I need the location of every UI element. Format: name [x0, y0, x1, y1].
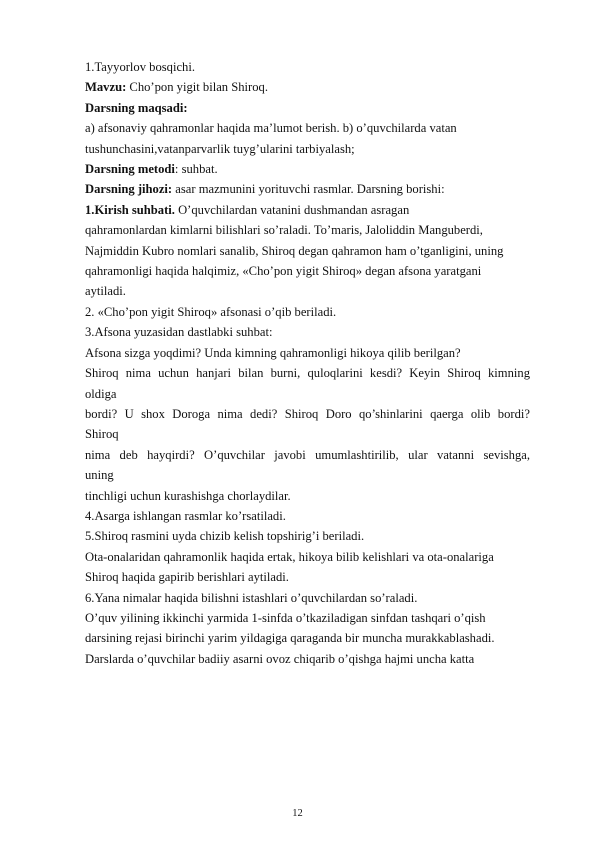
text-line: Shiroq	[85, 427, 119, 442]
topic-text: Cho’pon yigit bilan Shiroq.	[126, 80, 268, 95]
page-number: 12	[292, 808, 303, 819]
goal-label: Darsning maqsadi:	[85, 100, 188, 115]
text-line: 2. «Cho’pon yigit Shiroq» afsonasi o’qib beriladi.	[85, 304, 337, 319]
justified-line: nima deb hayqirdi? O’quvchilar javobi umumlashtirilib, ular vatanni sevishga,	[85, 447, 530, 462]
text-line: 5.Shiroq rasmini uyda chizib kelish topshirig’i beriladi.	[85, 529, 365, 544]
text-line: Afsona sizga yoqdimi? Unda kimning qahramonligi hikoya qilib berilgan?	[85, 345, 461, 360]
method-label: Darsning metodi	[85, 162, 175, 177]
justified-line: bordi? U shox Doroga nima dedi? Shiroq Doro qo’shinlarini qaerga olib bordi?	[85, 406, 530, 421]
text-line: qahramonligi haqida halqimiz, «Cho’pon yigit Shiroq» degan afsona yaratgani	[85, 264, 482, 279]
text-line: uning	[85, 468, 114, 483]
intro-label: 1.Kirish suhbati.	[85, 202, 175, 217]
text-line: Shiroq haqida gapirib berishlari aytiladi.	[85, 570, 289, 585]
text-line: O’quv yilining ikkinchi yarmida 1-sinfda o’tkaziladigan sinfdan tashqari o’qish	[85, 610, 486, 625]
text-line: Ota-onalaridan qahramonlik haqida ertak, hikoya bilib kelishlari va ota-onalariga	[85, 549, 494, 564]
equipment-label: Darsning jihozi:	[85, 182, 173, 197]
text-line: oldiga	[85, 386, 117, 401]
goal-heading	[85, 98, 530, 118]
text-line: 1.Tayyorlov bosqichi.	[85, 60, 195, 74]
text-line: tinchligi uchun kurashishga chorlaydilar.	[85, 488, 291, 503]
document-body	[85, 57, 530, 669]
text-line: Najmiddin Kubro nomlari sanalib, Shiroq degan qahramon ham o’tganligini, uning	[85, 243, 504, 258]
equipment-line	[85, 179, 530, 199]
intro-text: O’quvchilardan vatanini dushmandan asragan	[174, 202, 410, 217]
intro-line	[85, 200, 530, 220]
text-line: darsining rejasi birinchi yarim yildagiga qaraganda bir muncha murakkablashadi.	[85, 631, 495, 646]
topic-line	[85, 77, 530, 97]
text-line: tushunchasini,vatanparvarlik tuyg’ularini tarbiyalash;	[85, 141, 355, 156]
text-line: qahramonlardan kimlarni bilishlari so’raladi. To’maris, Jaloliddin Manguberdi,	[85, 223, 483, 238]
justified-line: Shiroq nima uchun hanjari bilan burni, quloqlarini kesdi? Keyin Shiroq kimning	[85, 366, 530, 381]
topic-label: Mavzu:	[85, 80, 127, 95]
text-line: aytiladi.	[85, 284, 126, 299]
text-line: 6.Yana nimalar haqida bilishni istashlari o’quvchilardan so’raladi.	[85, 590, 418, 605]
text-line: 4.Asarga ishlangan rasmlar ko’rsatiladi.	[85, 508, 286, 523]
text-line: a) afsonaviy qahramonlar haqida ma’lumot berish. b) o’quvchilarda vatan	[85, 121, 457, 136]
method-line	[85, 159, 530, 179]
text-line: Darslarda o’quvchilar badiiy asarni ovoz chiqarib o’qishga hajmi uncha katta	[85, 651, 475, 666]
equipment-text: asar mazmunini yorituvchi rasmlar. Darsning borishi:	[172, 182, 445, 197]
text-line: 3.Afsona yuzasidan dastlabki suhbat:	[85, 325, 273, 340]
method-text: : suhbat.	[174, 162, 218, 177]
